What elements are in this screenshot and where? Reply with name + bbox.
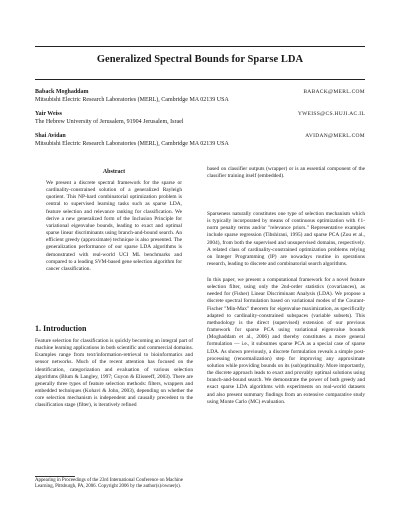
title-rule-top <box>35 46 365 47</box>
footnote-rule <box>35 476 75 477</box>
author-affiliation: Mitsubishi Electric Research Laboratories (MERL), Cambridge MA 02139 USA <box>35 97 229 103</box>
author-email: BABACK@MERL.COM <box>303 89 365 95</box>
author-block-1 <box>35 88 365 104</box>
footnote-text: Appearing in Proceedings of the 23rd International Conference on Machine Learning, Pittsburgh, PA, 2006. Copyright 2006 by the author(s)/owner(s). <box>35 478 183 490</box>
title-rule-bottom <box>35 79 365 80</box>
section-heading: 1. Introduction <box>35 324 87 333</box>
author-email: YWEISS@CS.HUJI.AC.IL <box>297 111 365 117</box>
author-name: Yair Weiss <box>35 111 62 117</box>
right-paragraph: In this paper, we present a computational framework for a novel feature selection filter, using only the 2nd-order statistics (covariances), as needed for (Fisher) Linear Discriminant Analysis (LDA). We propose a discrete spectral formulation based on variational modes of the Courant-Fischer "Min-Max" theorem for eigenvalue maximization, as specifically adapted to cardinality-constrained subspaces (variable subsets). This methodology is the direct (supervised) extension of our previous framework for sparse PCA using variational eigenvalue bounds (Moghaddam et al., 2006) and thereby constitutes a more general formulation — i.e., it subsumes sparse PCA as a special case of sparse LDA. As shown previously, a discrete formulation reveals a simple post-processing (renormalization) step for improving any approximate solution while providing bounds on its (sub)optimality. More importantly, the discrete approach leads to exact and provably optimal solutions using branch-and-bound search. We demonstrate the power of both greedy and exact sparse LDA algorithms with experiments on real-world datasets and also present summary findings from an extensive comparative study using Monte Carlo (MC) evaluation. <box>207 277 365 405</box>
right-paragraph: based on classifier outputs (wrapper) or is an essential component of the classifier training itself (embedded). <box>207 166 365 180</box>
paper-title: Generalized Spectral Bounds for Sparse LDA <box>96 54 304 65</box>
intro-text: Feature selection for classification is quickly becoming an integral part of machine learning applications in both scientific and commercial domains. Examples range from text/information-retrieval to bioinformatics and sensor networks. Much of the recent attention has focused on the identification, categorization and evaluation of various selection algorithms (Blum & Langley, 1997; Guyon & Elisseeff, 2003). There are generally three types of feature selection methods: filters, wrappers and embedded techniques (Kohavi & John, 2003), depending on whether the core selection mechanism is independent and causally precedent to the classification stage (filter), is iteratively refined <box>35 338 193 409</box>
author-affiliation: Mitsubishi Electric Research Laboratories (MERL), Cambridge MA 02139 USA <box>35 141 229 147</box>
right-paragraph: Sparseness naturally constitutes one type of selection mechanism which is typically incorporated by means of continuous optimization with ℓ1-norm penalty terms and/or "relevance priors." Representative examples include sparse regression (Tibshirani, 1995) and sparse PCA (Zou et al., 2004), from both the supervised and unsupervised domains, respectively. A related class of cardinality-constrained optimization problems relying on Integer Programming (IP) are nowadays routine in operations research, leading to discrete and combinatorial search algorithms. <box>207 211 365 268</box>
abstract-heading: Abstract <box>102 169 126 175</box>
author-email: AVIDAN@MERL.COM <box>305 133 365 139</box>
author-name: Baback Moghaddam <box>35 89 89 95</box>
author-block-3 <box>35 132 365 148</box>
author-block-2 <box>35 110 365 126</box>
author-name: Shai Avidan <box>35 133 66 139</box>
abstract-text: We present a discrete spectral framework for the sparse or cardinality-constrained solution of a generalized Rayleigh quotient. This NP-hard combinatorial optimization problem is central to supervised learning tasks such as sparse LDA, feature selection and relevance ranking for classification. We derive a new generalized form of the Inclusion Principle for variational eigenvalue bounds, leading to exact and optimal sparse linear discriminants using branch-and-bound search. An efficient greedy (approximate) technique is also presented. The generalization performance of our sparse LDA algorithms is demonstrated with real-world UCI ML benchmarks and compared to a leading SVM-based gene selection algorithm for cancer classification. <box>46 180 182 272</box>
author-affiliation: The Hebrew University of Jerusalem, 91904 Jerusalem, Israel <box>35 119 184 125</box>
